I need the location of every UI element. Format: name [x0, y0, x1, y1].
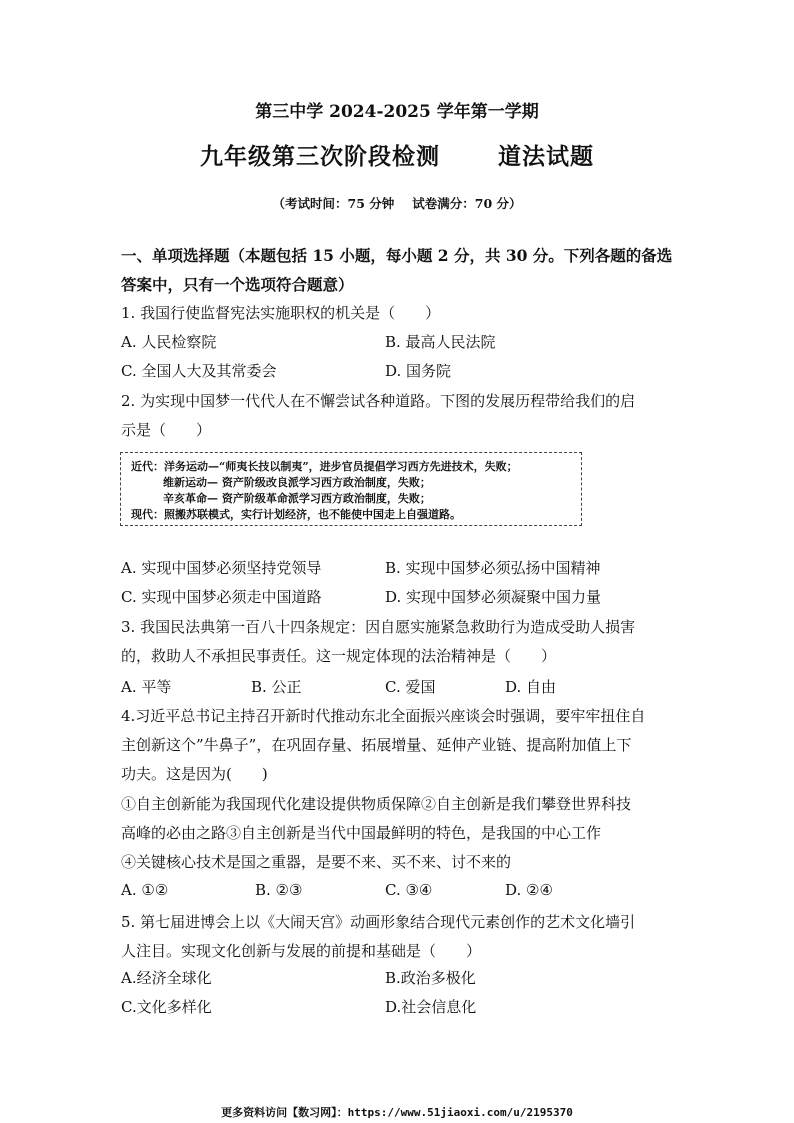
option-b: B. ②③: [255, 881, 303, 899]
option-a: A. 实现中国梦必须坚持党领导: [121, 559, 322, 577]
section-heading-line1: 一、单项选择题（本题包括 15 小题，每小题 2 分，共 30 分。下列各题的备选: [121, 246, 673, 265]
option-c: C. ③④: [385, 881, 433, 899]
statement-line-1: ①自主创新能为我国现代化建设提供物质保障②自主创新是我们攀登世界科技: [121, 795, 632, 813]
option-b: B.政治多极化: [385, 969, 476, 987]
option-b: B. 实现中国梦必须弘扬中国精神: [385, 559, 601, 577]
question-stem-line1: 2. 为实现中国梦一代代人在不懈尝试各种道路。下图的发展历程带给我们的启: [121, 392, 636, 410]
section-heading-line2: 答案中，只有一个选项符合题意）: [121, 275, 354, 294]
history-line-1: 近代：洋务运动—“师夷长技以制夷”，进步官员提倡学习西方先进技术，失败；: [131, 460, 518, 473]
option-b: B. 最高人民法院: [385, 333, 496, 351]
question-stem-line1: 4.习近平总书记主持召开新时代推动东北全面振兴座谈会时强调，要牢牢扭住自: [121, 707, 646, 725]
statement-line-2: 高峰的必由之路③自主创新是当代中国最鲜明的特色，是我国的中心工作: [121, 824, 602, 842]
option-d: D. 实现中国梦必须凝聚中国力量: [385, 588, 602, 606]
option-c: C. 实现中国梦必须走中国道路: [121, 588, 322, 606]
footer-link[interactable]: 更多资料访问【数习网】：https://www.51jiaoxi.com/u/2195370: [221, 1106, 573, 1119]
option-c: C.文化多样化: [121, 998, 212, 1016]
option-a: A.经济全球化: [121, 969, 212, 987]
question-stem-line3: 功夫。这是因为( ): [121, 765, 268, 783]
option-b: B. 公正: [251, 678, 302, 696]
history-line-2: 维新运动— 资产阶级改良派学习西方政治制度，失败；: [163, 476, 431, 489]
statement-line-3: ④关键核心技术是国之重器，是要不来、买不来、讨不来的: [121, 853, 512, 871]
question-stem-line2: 主创新这个”牛鼻子”，在巩固存量、拓展增量、延伸产业链、提高附加值上下: [121, 736, 632, 754]
exam-score: 试卷满分：70 分）: [412, 196, 522, 211]
question-stem-line1: 3. 我国民法典第一百八十四条规定：因自愿实施紧急救助行为造成受助人损害: [121, 618, 636, 636]
option-d: D.社会信息化: [385, 998, 477, 1016]
history-line-3: 辛亥革命— 资产阶级革命派学习西方政治制度，失败；: [163, 492, 431, 505]
history-box: [120, 452, 582, 526]
option-a: A. 人民检察院: [121, 333, 217, 351]
school-term: 第三中学 2024-2025 学年第一学期: [255, 102, 539, 122]
exam-time: （考试时间：75 分钟: [272, 196, 395, 211]
question-stem-line2: 人注目。实现文化创新与发展的前提和基础是（ ）: [121, 942, 482, 960]
history-line-4: 现代：照搬苏联模式，实行计划经济，也不能使中国走上自强道路。: [131, 508, 461, 521]
exam-title: [0, 138, 794, 171]
option-c: C. 爱国: [385, 678, 436, 696]
option-a: A. 平等: [121, 678, 172, 696]
option-d: D. 自由: [505, 678, 557, 696]
exam-title-main: 九年级第三次阶段检测: [200, 143, 440, 170]
question-stem-line1: 5. 第七届进博会上以《大闹天宫》动画形象结合现代元素创作的艺术文化墙引: [121, 913, 636, 931]
question-stem: 1. 我国行使监督宪法实施职权的机关是（ ）: [121, 304, 441, 322]
option-d: D. ②④: [505, 881, 553, 899]
question-stem-line2: 示是（ ）: [121, 421, 212, 439]
exam-title-subject: 道法试题: [498, 143, 594, 170]
exam-info: [0, 194, 794, 212]
question-stem-line2: 的，救助人不承担民事责任。这一规定体现的法治精神是（ ）: [121, 647, 557, 665]
option-a: A. ①②: [121, 881, 169, 899]
option-d: D. 国务院: [385, 362, 452, 380]
option-c: C. 全国人大及其常委会: [121, 362, 277, 380]
